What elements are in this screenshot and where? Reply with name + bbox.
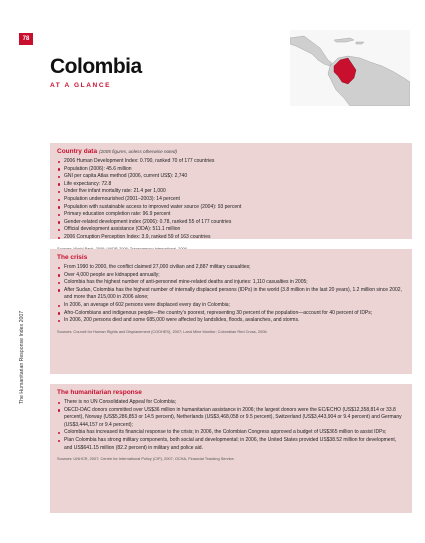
- list-item: Afro-Colombians and indigenous people—the country’s poorest, representing 30 percent of the population—account for 40 percent of IDPs;: [57, 310, 405, 318]
- list-item: Over 4,000 people are kidnapped annually;: [57, 272, 405, 280]
- list-item: Primary education completion rate: 96.9 percent: [57, 211, 405, 219]
- list-item: Colombia has increased its financial response to the crisis; in 2006, the Colombian Congress approved a budget of US$365 million to assist IDPs;: [57, 429, 405, 437]
- country-data-list: [57, 158, 405, 242]
- list-item: Gender-related development index (2006): 0.78, ranked 55 of 177 countries: [57, 219, 405, 227]
- page-title: Colombia: [50, 55, 142, 78]
- crisis-title: The crisis: [57, 254, 88, 261]
- list-item: GNI per capita Atlas method (2006, current US$): 2,740: [57, 173, 405, 181]
- list-item: In 2006, an average of 602 persons were displaced every day in Colombia;: [57, 302, 405, 310]
- list-item: Plan Colombia has strong military components, both social and developmental; in 2006, the United States provided US$38.52 million for development, and US$641.15 million (82.2 percent) in military and police aid.: [57, 437, 405, 452]
- sources-note: Sources: UNHCR, 2007; Centre for International Policy (CIP), 2007; OCHA, Financial Tracking Service.: [57, 456, 235, 462]
- list-item: OECD-DAC donors committed over US$36 million in humanitarian assistance in 2006; the largest donors were the EC/ECHO (US$12,358,814 or 33.8 percent), Norway (US$5,286,853 or 14.5 percent), Netherlands (US$3,468,058 or 9.5 percent), Switzerland (US$3,443,904 or 9.4 percent) and Germany (US$3,444,157 or 9.4 percent);: [57, 407, 405, 430]
- country-data-title: Country data (2005 figures, unless otherwise noted): [57, 148, 177, 155]
- location-map: [290, 30, 410, 106]
- list-item: 2006 Corruption Perception Index: 3.9, ranked 59 of 163 countries: [57, 234, 405, 242]
- map-icon: [290, 30, 410, 106]
- list-item: Population with sustainable access to improved water source (2004): 93 percent: [57, 204, 405, 212]
- list-item: There is no UN Consolidated Appeal for Colombia;: [57, 399, 405, 407]
- list-item: Official development assistance (ODA): 511.1 million: [57, 226, 405, 234]
- list-item: 2006 Human Development Index: 0.790, ranked 70 of 177 countries: [57, 158, 405, 166]
- crisis-list: [57, 264, 405, 325]
- country-data-panel: [50, 143, 412, 239]
- list-item: Population undernourished (2001–2003): 14 percent: [57, 196, 405, 204]
- response-list: [57, 399, 405, 452]
- side-title: The Humanitarian Response Index 2007: [19, 310, 25, 404]
- list-item: In 2006, 200 persons died and some 685,000 were affected by landslides, floods, avalanches, and storms.: [57, 317, 405, 325]
- list-item: Colombia has the highest number of anti-personnel mine-related deaths and injuries: 1,110 casualties in 2005;: [57, 279, 405, 287]
- list-item: Under five infant mortality rate: 21.4 per 1,000: [57, 188, 405, 196]
- sources-note: Sources: Council for Human Rights and Displacement (CODHES), 2007; Land Mine Monitor; Colombian Red Cross, 2006.: [57, 328, 268, 334]
- crisis-panel: [50, 249, 412, 374]
- page-subtitle: AT A GLANCE: [50, 82, 112, 89]
- page-number: 78: [19, 33, 33, 45]
- list-item: From 1990 to 2000, the conflict claimed 27,000 civilian and 2,887 military casualties;: [57, 264, 405, 272]
- list-item: Population (2006): 45.6 million: [57, 166, 405, 174]
- list-item: After Sudan, Colombia has the highest number of internally displaced persons (IDPs) in the world (3.8 million in the last 20 years), 1.2 million since 2002, and more than 215,000 in 2006 alone;: [57, 287, 405, 302]
- response-title: The humanitarian response: [57, 389, 142, 396]
- humanitarian-response-panel: [50, 384, 412, 513]
- list-item: Life expectancy: 72.8: [57, 181, 405, 189]
